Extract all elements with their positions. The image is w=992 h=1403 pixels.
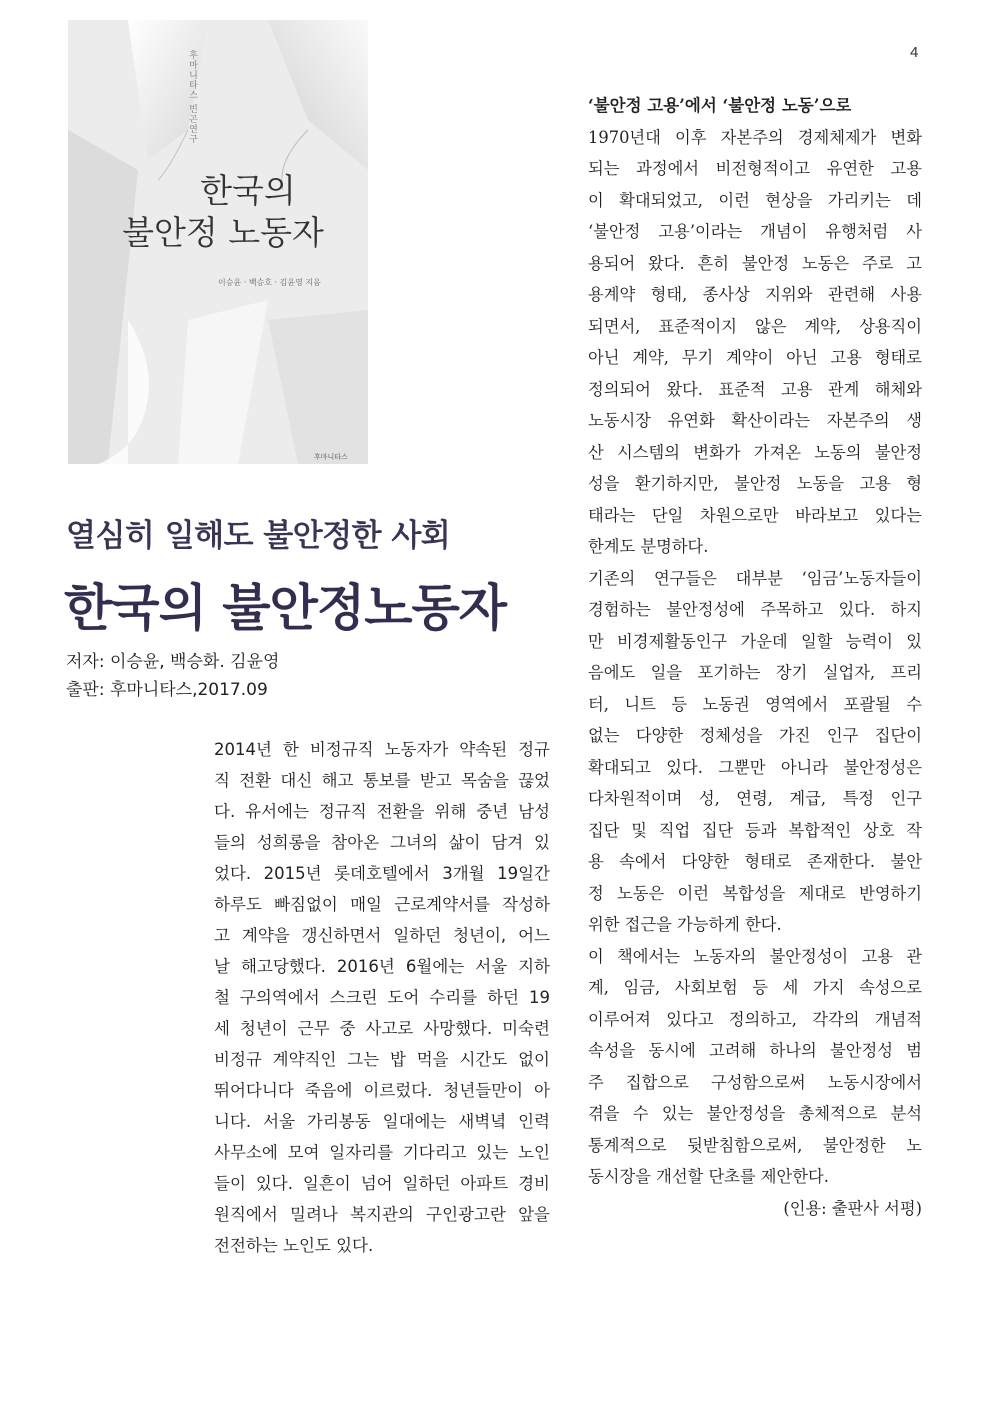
review-line: 산 시스템의 변화가 가져온 노동의 불안정 <box>588 442 922 462</box>
review-line: 용되어 왔다. 흔히 불안정 노동은 주로 고 <box>588 253 922 273</box>
review-line: 위한 접근을 가능하게 한다. <box>588 915 782 934</box>
review-line: 한계도 분명하다. <box>588 537 709 556</box>
intro-line: 전전하는 노인도 있다. <box>214 1236 374 1255</box>
intro-line: 철 구의역에서 스크린 도어 수리를 하던 19 <box>214 988 550 1007</box>
review-line: 기존의 연구들은 대부분 ‘임금’노동자들이 <box>588 568 922 588</box>
cover-authors: 이승윤 · 백승호 · 김윤영 지음 <box>218 278 321 287</box>
intro-line: 하루도 빠짐없이 매일 근로계약서를 작성하 <box>214 895 550 914</box>
review-heading: ‘불안정 고용’에서 ‘불안정 노동’으로 <box>588 96 852 115</box>
review-line: 1970년대 이후 자본주의 경제체제가 변화 <box>588 127 922 147</box>
review-line: 주 집합으로 구성함으로써 노동시장에서 <box>588 1072 922 1092</box>
cover-title <box>68 170 368 254</box>
review-line: 아닌 계약, 무기 계약이 아닌 고용 형태로 <box>588 348 922 367</box>
article-title: 한국의 불안정노동자 <box>64 579 507 637</box>
intro-line: 니다. 서울 가리봉동 일대에는 새벽녘 인력 <box>214 1112 550 1131</box>
intro-line: 비정규 계약직인 그는 밥 먹을 시간도 없이 <box>214 1050 550 1069</box>
review-line: 겪을 수 있는 불안정성을 총체적으로 분석 <box>588 1104 922 1123</box>
review-citation: (인용: 출판사 서평) <box>783 1198 922 1218</box>
article-subtitle: 열심히 일해도 불안정한 사회 <box>66 518 451 554</box>
intro-line: 세 청년이 근무 중 사고로 사망했다. 미숙련 <box>214 1019 550 1038</box>
cover-title-line2: 불안정 노동자 <box>122 213 324 252</box>
intro-line: 다. 유서에는 정규직 전환을 위해 중년 남성 <box>214 802 550 821</box>
book-publisher: 출판: 후마니타스,2017.09 <box>66 680 268 700</box>
intro-line: 들의 성희롱을 참아온 그녀의 삶이 담겨 있 <box>214 833 550 852</box>
review-line: 동시장을 개선할 단초를 제안한다. <box>588 1167 829 1186</box>
intro-line: 날 해고당했다. 2016년 6월에는 서울 지하 <box>214 957 550 976</box>
intro-line: 사무소에 모여 일자리를 기다리고 있는 노인 <box>214 1143 550 1162</box>
cover-series: 후마니타스 빈곤연구 <box>187 50 197 144</box>
review-line: 노동시장 유연화 확산이라는 자본주의 생 <box>588 411 922 430</box>
review-line: 통계적으로 뒷받침함으로써, 불안정한 노 <box>588 1135 922 1155</box>
intro-line: 원직에서 밀려나 복지관의 구인광고란 앞을 <box>214 1205 550 1224</box>
review-line: 확대되고 있다. 그뿐만 아니라 불안정성은 <box>588 757 922 777</box>
review-line: 계, 임금, 사회보험 등 세 가지 속성으로 <box>588 978 922 997</box>
review-line: 만 비경제활동인구 가운데 일할 능력이 있 <box>588 631 922 651</box>
review-line: 이 확대되었고, 이런 현상을 가리키는 데 <box>588 190 922 210</box>
cover-publisher: 후마니타스 <box>314 453 348 461</box>
intro-line: 뛰어다니다 죽음에 이르렀다. 청년들만이 아 <box>214 1081 550 1100</box>
review-text <box>588 122 922 1193</box>
book-author: 저자: 이승윤, 백승화. 김윤영 <box>66 652 280 672</box>
review-line: 성을 환기하지만, 불안정 노동을 고용 형 <box>588 474 922 493</box>
book-cover-image <box>68 20 368 464</box>
intro-line: 2014년 한 비정규직 노동자가 약속된 정규 <box>214 740 550 759</box>
review-line: 없는 다양한 정체성을 가진 인구 집단이 <box>588 726 922 745</box>
review-column <box>588 90 922 1224</box>
review-line: 정 노동은 이런 복합성을 제대로 반영하기 <box>588 883 922 903</box>
review-line: 터, 니트 등 노동권 영역에서 포괄될 수 <box>588 694 922 714</box>
intro-line: 었다. 2015년 롯데호텔에서 3개월 19일간 <box>214 864 550 883</box>
review-line: 되면서, 표준적이지 않은 계약, 상용직이 <box>588 316 922 336</box>
review-line: 음에도 일을 포기하는 장기 실업자, 프리 <box>588 663 922 682</box>
review-line: 용계약 형태, 종사상 지위와 관련해 사용 <box>588 285 922 304</box>
review-line: 이 책에서는 노동자의 불안정성이 고용 관 <box>588 946 922 966</box>
review-line: 되는 과정에서 비전형적이고 유연한 고용 <box>588 159 922 178</box>
intro-paragraph <box>214 734 550 1261</box>
review-line: 경험하는 불안정성에 주목하고 있다. 하지 <box>588 600 922 619</box>
page-number: 4 <box>910 44 919 61</box>
cover-title-line1: 한국의 <box>200 171 296 210</box>
review-line: 용 속에서 다양한 형태로 존재한다. 불안 <box>588 852 922 871</box>
review-line: 다차원적이며 성, 연령, 계급, 특정 인구 <box>588 789 922 808</box>
review-line: 집단 및 직업 집단 등과 복합적인 상호 작 <box>588 820 922 840</box>
review-line: 이루어져 있다고 정의하고, 각각의 개념적 <box>588 1009 922 1029</box>
review-line: 속성을 동시에 고려해 하나의 불안정성 범 <box>588 1041 922 1060</box>
intro-line: 직 전환 대신 해고 통보를 받고 목숨을 끊었 <box>214 771 550 790</box>
review-line: 태라는 단일 차원으로만 바라보고 있다는 <box>588 505 922 525</box>
intro-line: 고 계약을 갱신하면서 일하던 청년이, 어느 <box>214 926 550 945</box>
review-line: 정의되어 왔다. 표준적 고용 관계 해체와 <box>588 379 922 399</box>
review-line: ‘불안정 고용’이라는 개념이 유행처럼 사 <box>588 222 922 241</box>
intro-line: 들이 있다. 일흔이 넘어 일하던 아파트 경비 <box>214 1174 550 1193</box>
